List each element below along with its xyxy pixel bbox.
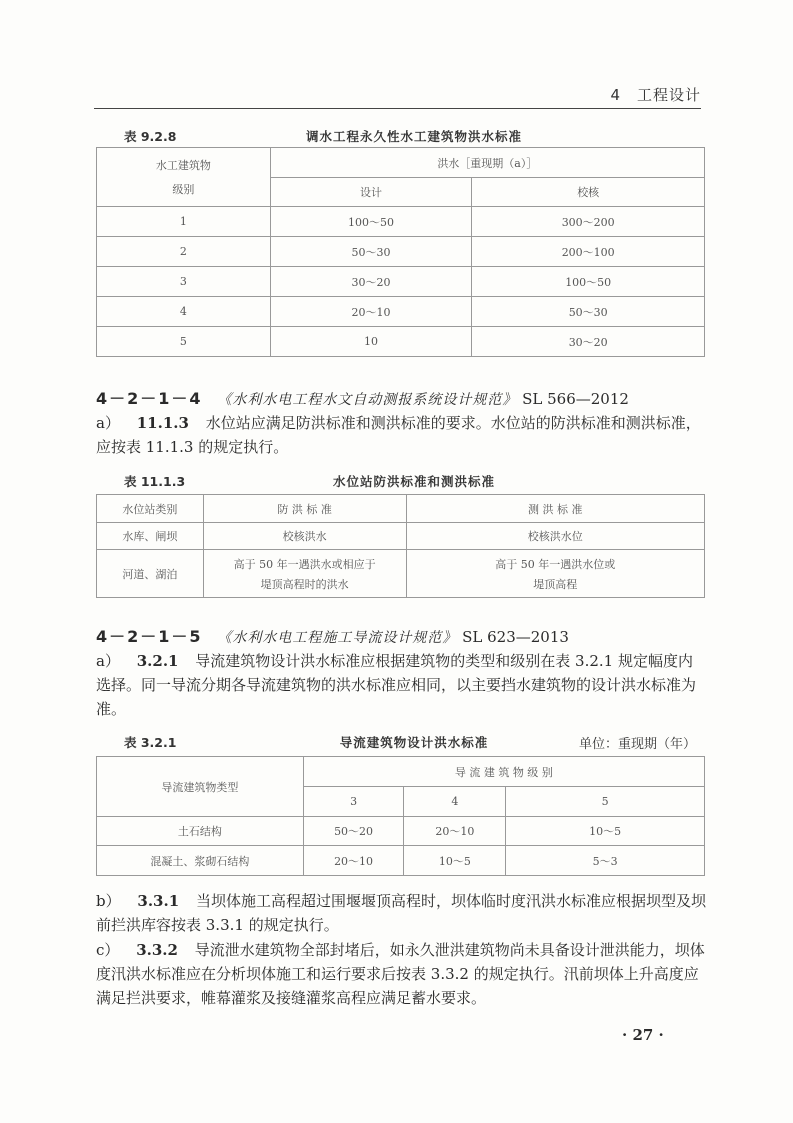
section-number: 4－2－1－4: [96, 389, 203, 408]
header-category: 水位站类别: [97, 495, 204, 523]
section-4215-item-a: [96, 649, 706, 721]
table-1113: [96, 494, 705, 598]
cell-design: 100～50: [270, 207, 472, 237]
section-4215-item-c: [96, 938, 706, 1010]
header-level-4: 4: [404, 787, 506, 817]
item-label: b）: [96, 892, 121, 910]
cell-design: 20～10: [270, 297, 472, 327]
cell-value: 20～10: [404, 817, 506, 846]
cell-line: 堤顶高程: [533, 577, 578, 591]
cell-design: 50～30: [270, 237, 472, 267]
cell-level: 3: [97, 267, 271, 297]
standard-title: 《水利水电工程水文自动测报系统设计规范》: [217, 392, 518, 408]
cell-flood-control: [203, 550, 406, 598]
table-row: [97, 550, 705, 598]
cell-check: 50～30: [472, 297, 705, 327]
cell-check: 200～100: [472, 237, 705, 267]
table-number: 表 11.1.3: [124, 474, 186, 489]
cell-design: 10: [270, 327, 472, 357]
header-level-3: 3: [303, 787, 404, 817]
header-level-line1: 水工建筑物: [155, 159, 211, 172]
section-4215-heading: [96, 625, 706, 650]
cell-value: 10～5: [404, 846, 506, 876]
table-row: [97, 207, 705, 237]
cell-line: 高于 50 年一遇洪水位或: [495, 557, 616, 571]
table-row: [97, 327, 705, 357]
header-flood-control: 防 洪 标 准: [203, 495, 406, 523]
table-title: 水位站防洪标准和测洪标准: [332, 474, 495, 489]
table-928: [96, 147, 705, 357]
header-level-5: 5: [506, 787, 705, 817]
table-row: [97, 237, 705, 267]
cell-check: 100～50: [472, 267, 705, 297]
table-title: 调水工程永久性水工建筑物洪水标准: [305, 129, 522, 144]
header-flood-measure: 测 洪 标 准: [406, 495, 705, 523]
cell-check: 300～200: [472, 207, 705, 237]
section-4214-heading: [96, 387, 706, 412]
cell-value: 20～10: [303, 846, 404, 876]
table-row: [97, 523, 705, 550]
table-number: 表 3.2.1: [124, 735, 177, 750]
item-label: c）: [96, 941, 120, 959]
standard-title: 《水利水电工程施工导流设计规范》: [217, 630, 458, 646]
cell-type: 土石结构: [97, 817, 304, 846]
cell-flood-measure: 校核洪水位: [406, 523, 705, 550]
item-text: 导流建筑物设计洪水标准应根据建筑物的类型和级别在表 3.2.1 规定幅度内选择。同一导流分期各导流建筑物的洪水标准应相同，以主要挡水建筑物的设计洪水标准为准。: [96, 652, 697, 718]
clause-number: 3.3.1: [137, 892, 180, 910]
section-4215-item-b: [96, 889, 706, 937]
item-label: a）: [96, 414, 120, 432]
cell-category: 河道、湖泊: [97, 550, 204, 598]
item-text: 水位站应满足防洪标准和测洪标准的要求。水位站的防洪标准和测洪标准，应按表 11.1.3 的规定执行。: [96, 414, 701, 456]
table-title: 导流建筑物设计洪水标准: [339, 735, 489, 750]
clause-number: 3.2.1: [136, 652, 179, 670]
header-level-group: 导 流 建 筑 物 级 别: [303, 757, 704, 787]
header-level-line2: 级别: [172, 183, 195, 196]
cell-level: 4: [97, 297, 271, 327]
item-text: 导流泄水建筑物全部封堵后，如永久泄洪建筑物尚未具备设计泄洪能力，坝体度汛洪水标准应在分析坝体施工和运行要求后按表 3.3.2 的规定执行。汛前坝体上升高度应满足拦洪要求，帷幕灌浆及接缝灌浆高程应满足蓄水要求。: [96, 941, 705, 1007]
cell-category: 水库、闸坝: [97, 523, 204, 550]
cell-check: 30～20: [472, 327, 705, 357]
section-4214-item-a: [96, 411, 706, 459]
cell-value: 5～3: [506, 846, 705, 876]
header-check: 校核: [472, 178, 705, 207]
clause-number: 3.3.2: [136, 941, 178, 959]
cell-design: 30～20: [270, 267, 472, 297]
table-number: 表 9.2.8: [124, 129, 177, 144]
table-row: [97, 817, 705, 846]
cell-line: 高于 50 年一遇洪水或相应于: [233, 557, 376, 571]
table-321: [96, 756, 705, 876]
header-design: 设计: [270, 178, 472, 207]
page-number: · 27 ·: [622, 1026, 664, 1044]
cell-flood-measure: [406, 550, 705, 598]
section-number: 4－2－1－5: [96, 627, 203, 646]
table-row: [97, 267, 705, 297]
cell-flood-control: 校核洪水: [203, 523, 406, 550]
header-level: [97, 148, 271, 207]
header-rule: [94, 108, 701, 109]
chapter-header: 4 工程设计: [610, 86, 701, 104]
clause-number: 11.1.3: [136, 414, 189, 432]
standard-code: SL 623—2013: [462, 628, 569, 646]
header-flood: 洪水［重现期（a）］: [270, 148, 704, 178]
cell-level: 5: [97, 327, 271, 357]
table-row: [97, 297, 705, 327]
cell-level: 1: [97, 207, 271, 237]
item-label: a）: [96, 652, 120, 670]
cell-value: 10～5: [506, 817, 705, 846]
header-type: 导流建筑物类型: [97, 757, 304, 817]
item-text: 当坝体施工高程超过围堰堰顶高程时，坝体临时度汛洪水标准应根据坝型及坝前拦洪库容按表 3.3.1 的规定执行。: [96, 892, 706, 934]
cell-level: 2: [97, 237, 271, 267]
table-row: [97, 846, 705, 876]
standard-code: SL 566—2012: [522, 390, 629, 408]
table-unit: 单位：重现期（年）: [578, 737, 696, 752]
cell-value: 50～20: [303, 817, 404, 846]
cell-type: 混凝土、浆砌石结构: [97, 846, 304, 876]
cell-line: 堤顶高程时的洪水: [260, 577, 349, 591]
